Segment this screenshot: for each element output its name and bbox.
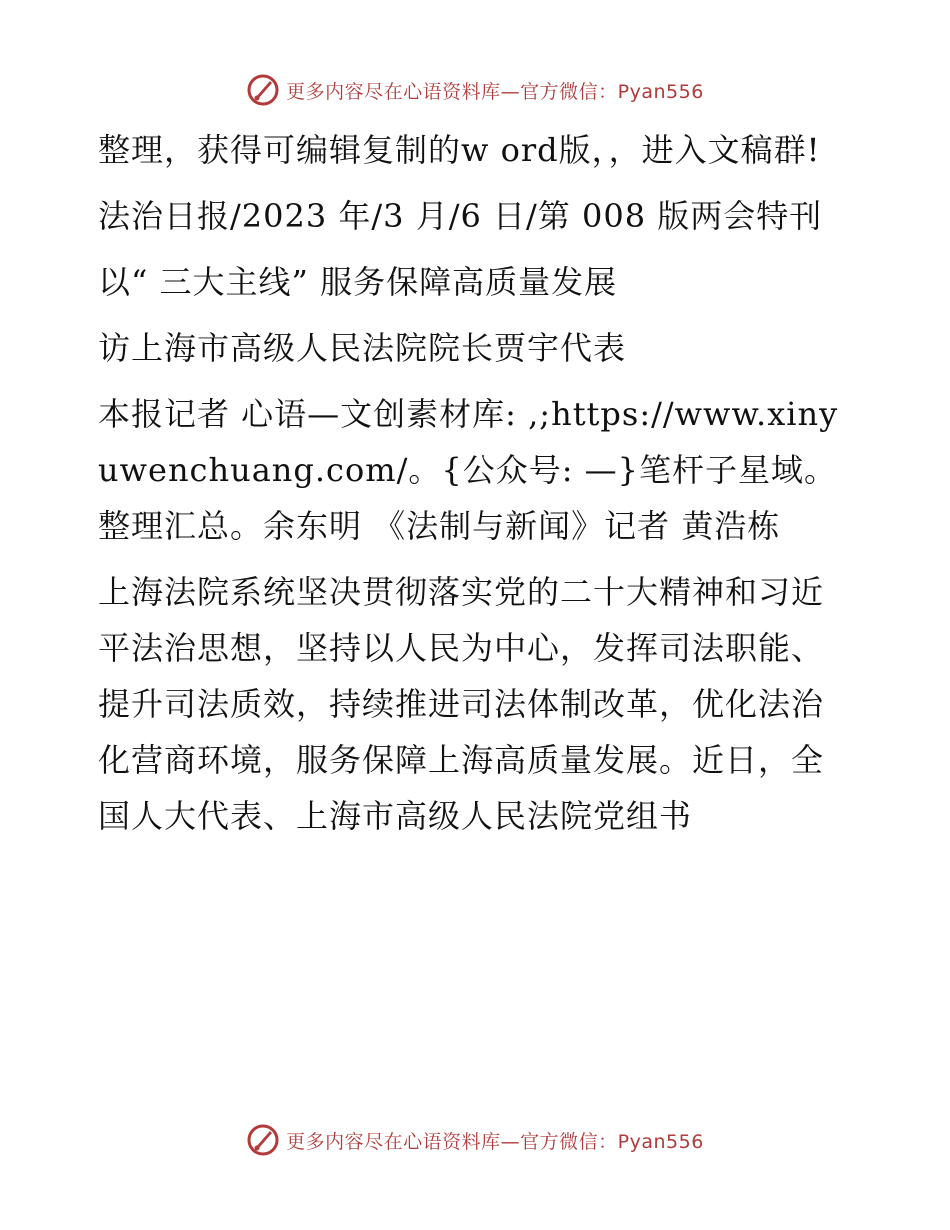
header-banner bbox=[0, 70, 950, 110]
footer-banner bbox=[0, 1120, 950, 1160]
header-banner-text: 更多内容尽在心语资料库—官方微信：Pyan556 bbox=[286, 80, 704, 103]
article-subtitle: 访上海市高级人民法院院长贾宇代表 bbox=[98, 329, 627, 367]
paragraph-body: 上海法院系统坚决贯彻落实党的二十大精神和习近平法治思想，坚持以人民为中心，发挥司法职能、提升司法质效，持续推进司法体制改革，优化法治化营商环境，服务保障上海高质量发展。近日，全国人大代表、上海市高级人民法院党组书 bbox=[98, 573, 825, 835]
document-body bbox=[98, 122, 850, 854]
paragraph-intro: 整理，获得可编辑复制的w ord版，，进入文稿群! bbox=[98, 131, 821, 169]
brush-logo-icon bbox=[246, 73, 280, 107]
brush-logo-icon bbox=[246, 1123, 280, 1157]
byline: 本报记者 心语—文创素材库: ,;https://www.xinyuwenchuang.com/。{公众号: —}笔杆子星域。整理汇总。余东明 《法制与新闻》记者 黄浩栋 bbox=[98, 395, 839, 545]
footer-banner-text: 更多内容尽在心语资料库—官方微信：Pyan556 bbox=[286, 1130, 704, 1153]
paragraph-source: 法治日报/2023 年/3 月/6 日/第 008 版两会特刊 bbox=[98, 197, 823, 235]
article-title: 以“ 三大主线” 服务保障高质量发展 bbox=[98, 263, 618, 301]
